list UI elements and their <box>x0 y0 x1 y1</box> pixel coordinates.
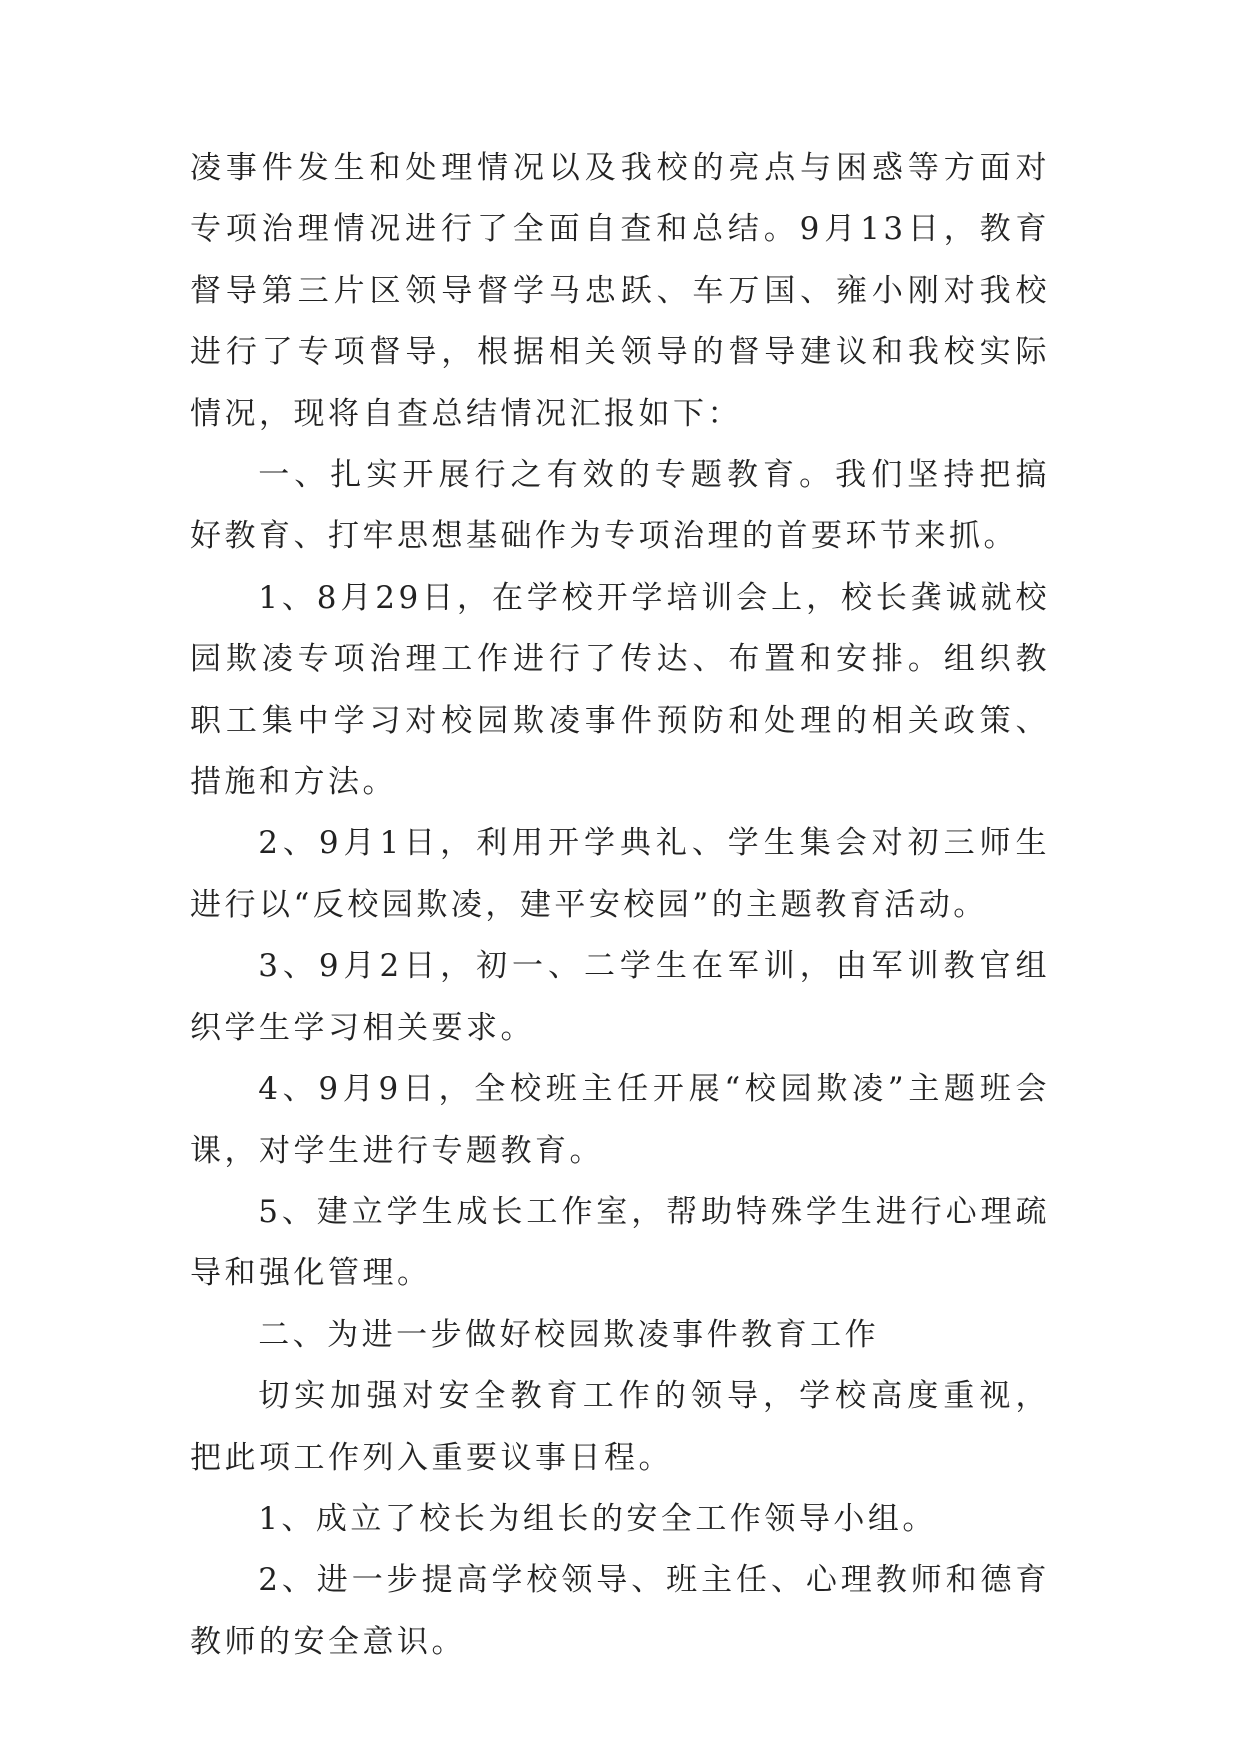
document-body <box>190 138 1050 1673</box>
paragraph-1: 凌事件发生和处理情况以及我校的亮点与困惑等方面对专项治理情况进行了全面自查和总结。9月13日，教育督导第三片区领导督学马忠跃、车万国、雍小刚对我校进行了专项督导，根据相关领导的督导建议和我校实际情况，现将自查总结情况汇报如下： <box>190 150 1050 432</box>
paragraph-4: 2、9月1日，利用开学典礼、学生集会对初三师生进行以“反校园欺凌，建平安校园”的主题教育活动。 <box>190 825 1050 923</box>
paragraph-6: 4、9月9日，全校班主任开展“校园欺凌”主题班会课，对学生进行专题教育。 <box>190 1071 1050 1169</box>
paragraph-8: 二、为进一步做好校园欺凌事件教育工作 <box>258 1316 880 1353</box>
paragraph-10: 1、成立了校长为组长的安全工作领导小组。 <box>258 1500 937 1537</box>
paragraph-3: 1、8月29日，在学校开学培训会上，校长龚诚就校园欺凌专项治理工作进行了传达、布置和安排。组织教职工集中学习对校园欺凌事件预防和处理的相关政策、措施和方法。 <box>190 579 1050 801</box>
paragraph-2: 一、扎实开展行之有效的专题教育。我们坚持把搞好教育、打牢思想基础作为专项治理的首要环节来抓。 <box>190 457 1050 555</box>
paragraph-11: 2、进一步提高学校领导、班主任、心理教师和德育教师的安全意识。 <box>190 1562 1050 1660</box>
paragraph-7: 5、建立学生成长工作室，帮助特殊学生进行心理疏导和强化管理。 <box>190 1193 1050 1292</box>
paragraph-9: 切实加强对安全教育工作的领导，学校高度重视，把此项工作列入重要议事日程。 <box>190 1378 1050 1476</box>
paragraph-5: 3、9月2日，初一、二学生在军训，由军训教官组织学生学习相关要求。 <box>190 948 1050 1046</box>
